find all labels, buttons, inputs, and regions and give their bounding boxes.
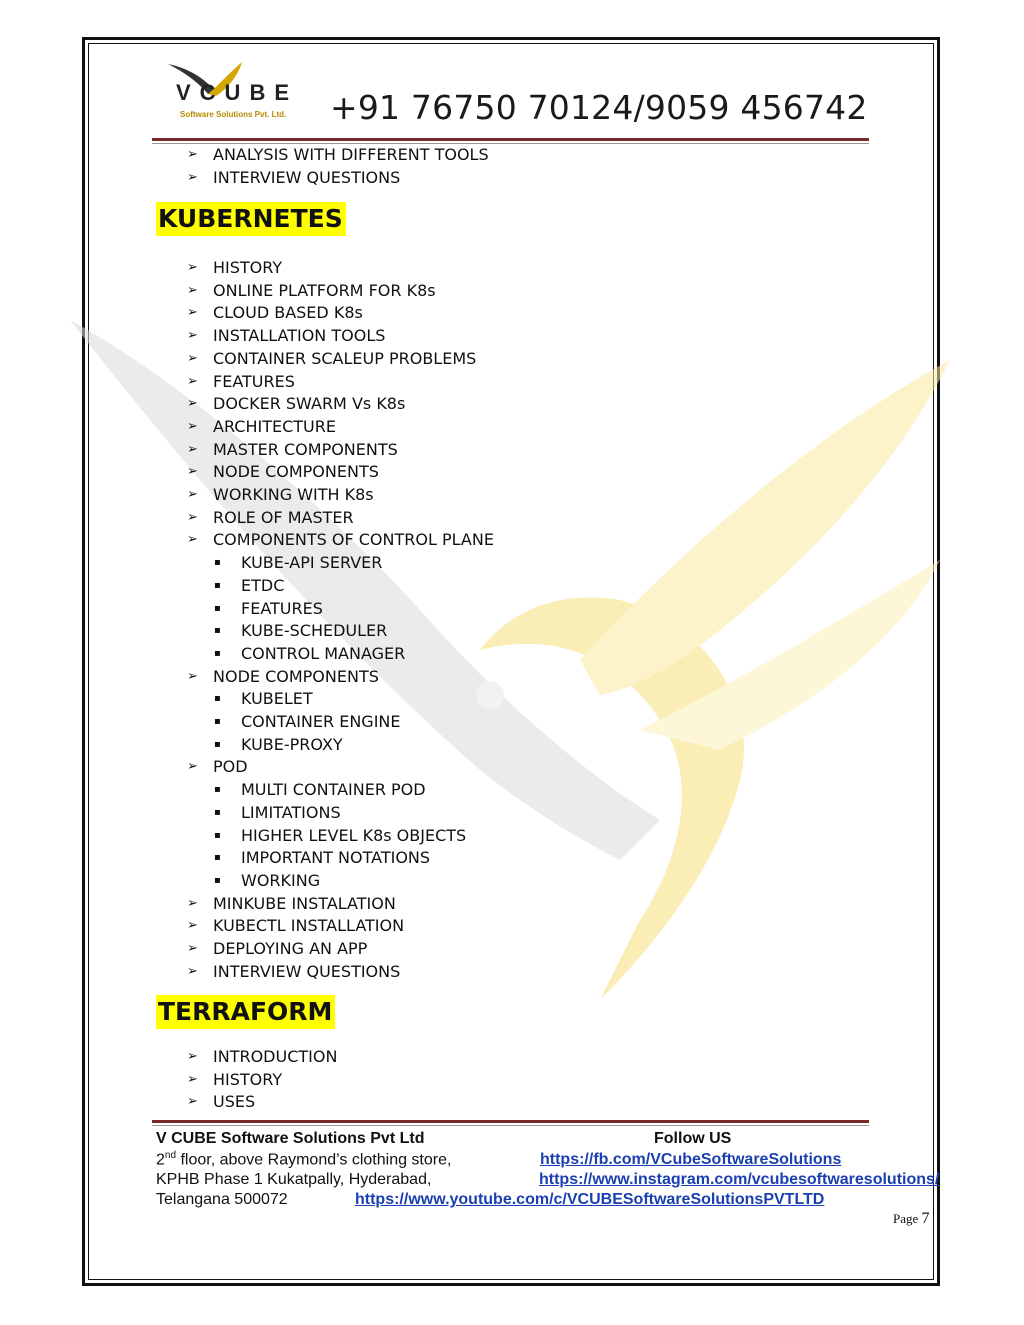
kubernetes-list-item — [0, 258, 1024, 278]
footer-address-line2: KPHB Phase 1 Kukatpally, Hyderabad, — [156, 1171, 432, 1188]
logo-subtitle: Software Solutions Pvt. Ltd. — [180, 110, 287, 119]
arrow-bullet-icon: ➢ — [187, 147, 198, 162]
footer-company: V CUBE Software Solutions Pvt Ltd — [156, 1130, 425, 1147]
intro-list-item — [0, 145, 1024, 165]
square-bullet-icon: ▪ — [214, 579, 221, 591]
list-item-text: INSTALLATION TOOLS — [213, 326, 386, 346]
list-item-text: KUBELET — [241, 689, 313, 709]
arrow-bullet-icon: ➢ — [187, 373, 198, 389]
kubernetes-list-item — [0, 462, 1024, 482]
list-item-text: KUBECTL INSTALLATION — [213, 916, 405, 936]
list-item-text: CLOUD BASED K8s — [213, 303, 363, 323]
kubernetes-list-item — [0, 848, 1024, 868]
instagram-link[interactable]: https://www.instagram.com/vcubesoftwaresolutions/ — [539, 1171, 940, 1188]
list-item-text: ROLE OF MASTER — [213, 507, 354, 527]
arrow-bullet-icon: ➢ — [187, 260, 198, 275]
arrow-bullet-icon: ➢ — [187, 418, 198, 434]
footer-rule-thin — [152, 1125, 869, 1126]
list-item-text: KUBE-SCHEDULER — [241, 621, 388, 641]
arrow-bullet-icon: ➢ — [187, 441, 198, 457]
square-bullet-icon: ▪ — [214, 557, 221, 569]
list-item-text: INTRODUCTION — [213, 1047, 338, 1066]
kubernetes-list-item — [0, 394, 1024, 414]
list-item-text: USES — [213, 1092, 256, 1112]
arrow-bullet-icon: ➢ — [187, 464, 198, 480]
kubernetes-list-item — [0, 281, 1024, 301]
kubernetes-list-item — [0, 553, 1024, 573]
arrow-bullet-icon: ➢ — [187, 350, 198, 366]
arrow-bullet-icon: ➢ — [187, 169, 198, 185]
list-item-text: CONTAINER SCALEUP PROBLEMS — [213, 348, 477, 368]
kubernetes-list-item — [0, 803, 1024, 823]
terraform-list-item — [0, 1070, 1024, 1090]
kubernetes-list-item — [0, 485, 1024, 505]
kubernetes-list-item — [0, 440, 1024, 460]
square-bullet-icon: ▪ — [214, 625, 221, 637]
square-bullet-icon: ▪ — [214, 806, 221, 818]
list-item-text: DOCKER SWARM Vs K8s — [213, 394, 406, 414]
kubernetes-list-item — [0, 372, 1024, 392]
square-bullet-icon: ▪ — [214, 602, 221, 614]
list-item-text: ARCHITECTURE — [213, 416, 336, 436]
arrow-bullet-icon: ➢ — [187, 396, 198, 412]
list-item-text: FEATURES — [213, 371, 295, 391]
header-rule — [152, 138, 869, 141]
arrow-bullet-icon: ➢ — [187, 668, 198, 684]
list-item-text: HISTORY — [213, 1069, 283, 1089]
footer-follow-us: Follow US — [654, 1130, 732, 1147]
footer-address-line1: 2nd floor, above Raymond’s clothing store, — [156, 1150, 452, 1169]
list-item-text: MULTI CONTAINER POD — [241, 780, 426, 800]
arrow-bullet-icon: ➢ — [187, 487, 198, 502]
square-bullet-icon: ▪ — [214, 784, 221, 796]
arrow-bullet-icon: ➢ — [187, 532, 198, 548]
list-item-text: HISTORY — [213, 258, 283, 277]
kubernetes-list-item — [0, 326, 1024, 346]
list-item-text: IMPORTANT NOTATIONS — [241, 848, 431, 868]
kubernetes-list-item — [0, 689, 1024, 709]
list-item-text: INTERVIEW QUESTIONS — [213, 167, 401, 187]
square-bullet-icon: ▪ — [214, 874, 221, 886]
kubernetes-list-item — [0, 644, 1024, 664]
list-item-text: ONLINE PLATFORM FOR K8s — [213, 280, 436, 300]
kubernetes-list-item — [0, 667, 1024, 687]
intro-list-item — [0, 168, 1024, 188]
list-item-text: INTERVIEW QUESTIONS — [213, 961, 401, 981]
kubernetes-list-item — [0, 735, 1024, 755]
arrow-bullet-icon: ➢ — [187, 282, 198, 298]
kubernetes-list-item — [0, 894, 1024, 914]
square-bullet-icon: ▪ — [214, 829, 221, 841]
arrow-bullet-icon: ➢ — [187, 759, 198, 775]
list-item-text: ANALYSIS WITH DIFFERENT TOOLS — [213, 145, 489, 164]
section-heading-kubernetes: KUBERNETES — [156, 202, 346, 236]
arrow-bullet-icon: ➢ — [187, 895, 198, 911]
kubernetes-list-item — [0, 780, 1024, 800]
arrow-bullet-icon: ➢ — [187, 509, 198, 525]
list-item-text: WORKING — [241, 870, 321, 890]
arrow-bullet-icon: ➢ — [187, 941, 198, 956]
square-bullet-icon: ▪ — [214, 716, 221, 727]
list-item-text: HIGHER LEVEL K8s OBJECTS — [241, 825, 467, 845]
terraform-list-item — [0, 1047, 1024, 1067]
terraform-list-item — [0, 1092, 1024, 1112]
arrow-bullet-icon: ➢ — [187, 1071, 198, 1087]
list-item-text: LIMITATIONS — [241, 802, 341, 822]
kubernetes-list-item — [0, 757, 1024, 777]
page-number: Page 7 — [893, 1210, 930, 1227]
list-item-text: NODE COMPONENTS — [213, 462, 379, 482]
kubernetes-list-item — [0, 916, 1024, 936]
facebook-link[interactable]: https://fb.com/VCubeSoftwareSolutions — [540, 1151, 842, 1168]
list-item-text: DEPLOYING AN APP — [213, 939, 368, 958]
kubernetes-list-item — [0, 621, 1024, 641]
kubernetes-list-item — [0, 417, 1024, 437]
phone-numbers: +91 76750 70124/9059 456742 — [330, 88, 868, 127]
kubernetes-list-item — [0, 599, 1024, 619]
kubernetes-list-item — [0, 349, 1024, 369]
arrow-bullet-icon: ➢ — [187, 1094, 198, 1110]
square-bullet-icon: ▪ — [214, 738, 221, 750]
footer-rule — [152, 1120, 869, 1123]
list-item-text: WORKING WITH K8s — [213, 485, 374, 504]
header-rule-thin — [152, 143, 869, 144]
kubernetes-list-item — [0, 530, 1024, 550]
list-item-text: NODE COMPONENTS — [213, 666, 379, 686]
list-item-text: MINKUBE INSTALATION — [213, 893, 396, 913]
list-item-text: ETDC — [241, 575, 285, 595]
youtube-link[interactable]: https://www.youtube.com/c/VCUBESoftwareSolutionsPVTLTD — [355, 1191, 825, 1208]
arrow-bullet-icon: ➢ — [187, 918, 198, 934]
arrow-bullet-icon: ➢ — [187, 305, 198, 321]
square-bullet-icon: ▪ — [214, 647, 221, 659]
kubernetes-list-item — [0, 939, 1024, 959]
kubernetes-list-item — [0, 871, 1024, 891]
arrow-bullet-icon: ➢ — [187, 963, 198, 979]
list-item-text: FEATURES — [241, 598, 323, 618]
company-logo — [150, 60, 320, 130]
logo-text: VCUBE — [176, 80, 299, 105]
kubernetes-list-item — [0, 303, 1024, 323]
kubernetes-list-item — [0, 576, 1024, 596]
footer-address-line3: Telangana 500072 — [156, 1191, 288, 1208]
list-item-text: COMPONENTS OF CONTROL PLANE — [213, 530, 494, 550]
square-bullet-icon: ▪ — [214, 852, 221, 864]
list-item-text: MASTER COMPONENTS — [213, 439, 398, 459]
list-item-text: KUBE-API SERVER — [241, 553, 383, 573]
kubernetes-list-item — [0, 508, 1024, 528]
list-item-text: POD — [213, 757, 248, 777]
arrow-bullet-icon: ➢ — [187, 1049, 198, 1064]
kubernetes-list-item — [0, 962, 1024, 982]
square-bullet-icon: ▪ — [214, 693, 221, 705]
kubernetes-list-item — [0, 712, 1024, 732]
kubernetes-list-item — [0, 826, 1024, 846]
arrow-bullet-icon: ➢ — [187, 328, 198, 344]
section-heading-terraform: TERRAFORM — [156, 995, 335, 1029]
list-item-text: CONTAINER ENGINE — [241, 712, 401, 731]
list-item-text: CONTROL MANAGER — [241, 643, 406, 663]
list-item-text: KUBE-PROXY — [241, 734, 343, 754]
